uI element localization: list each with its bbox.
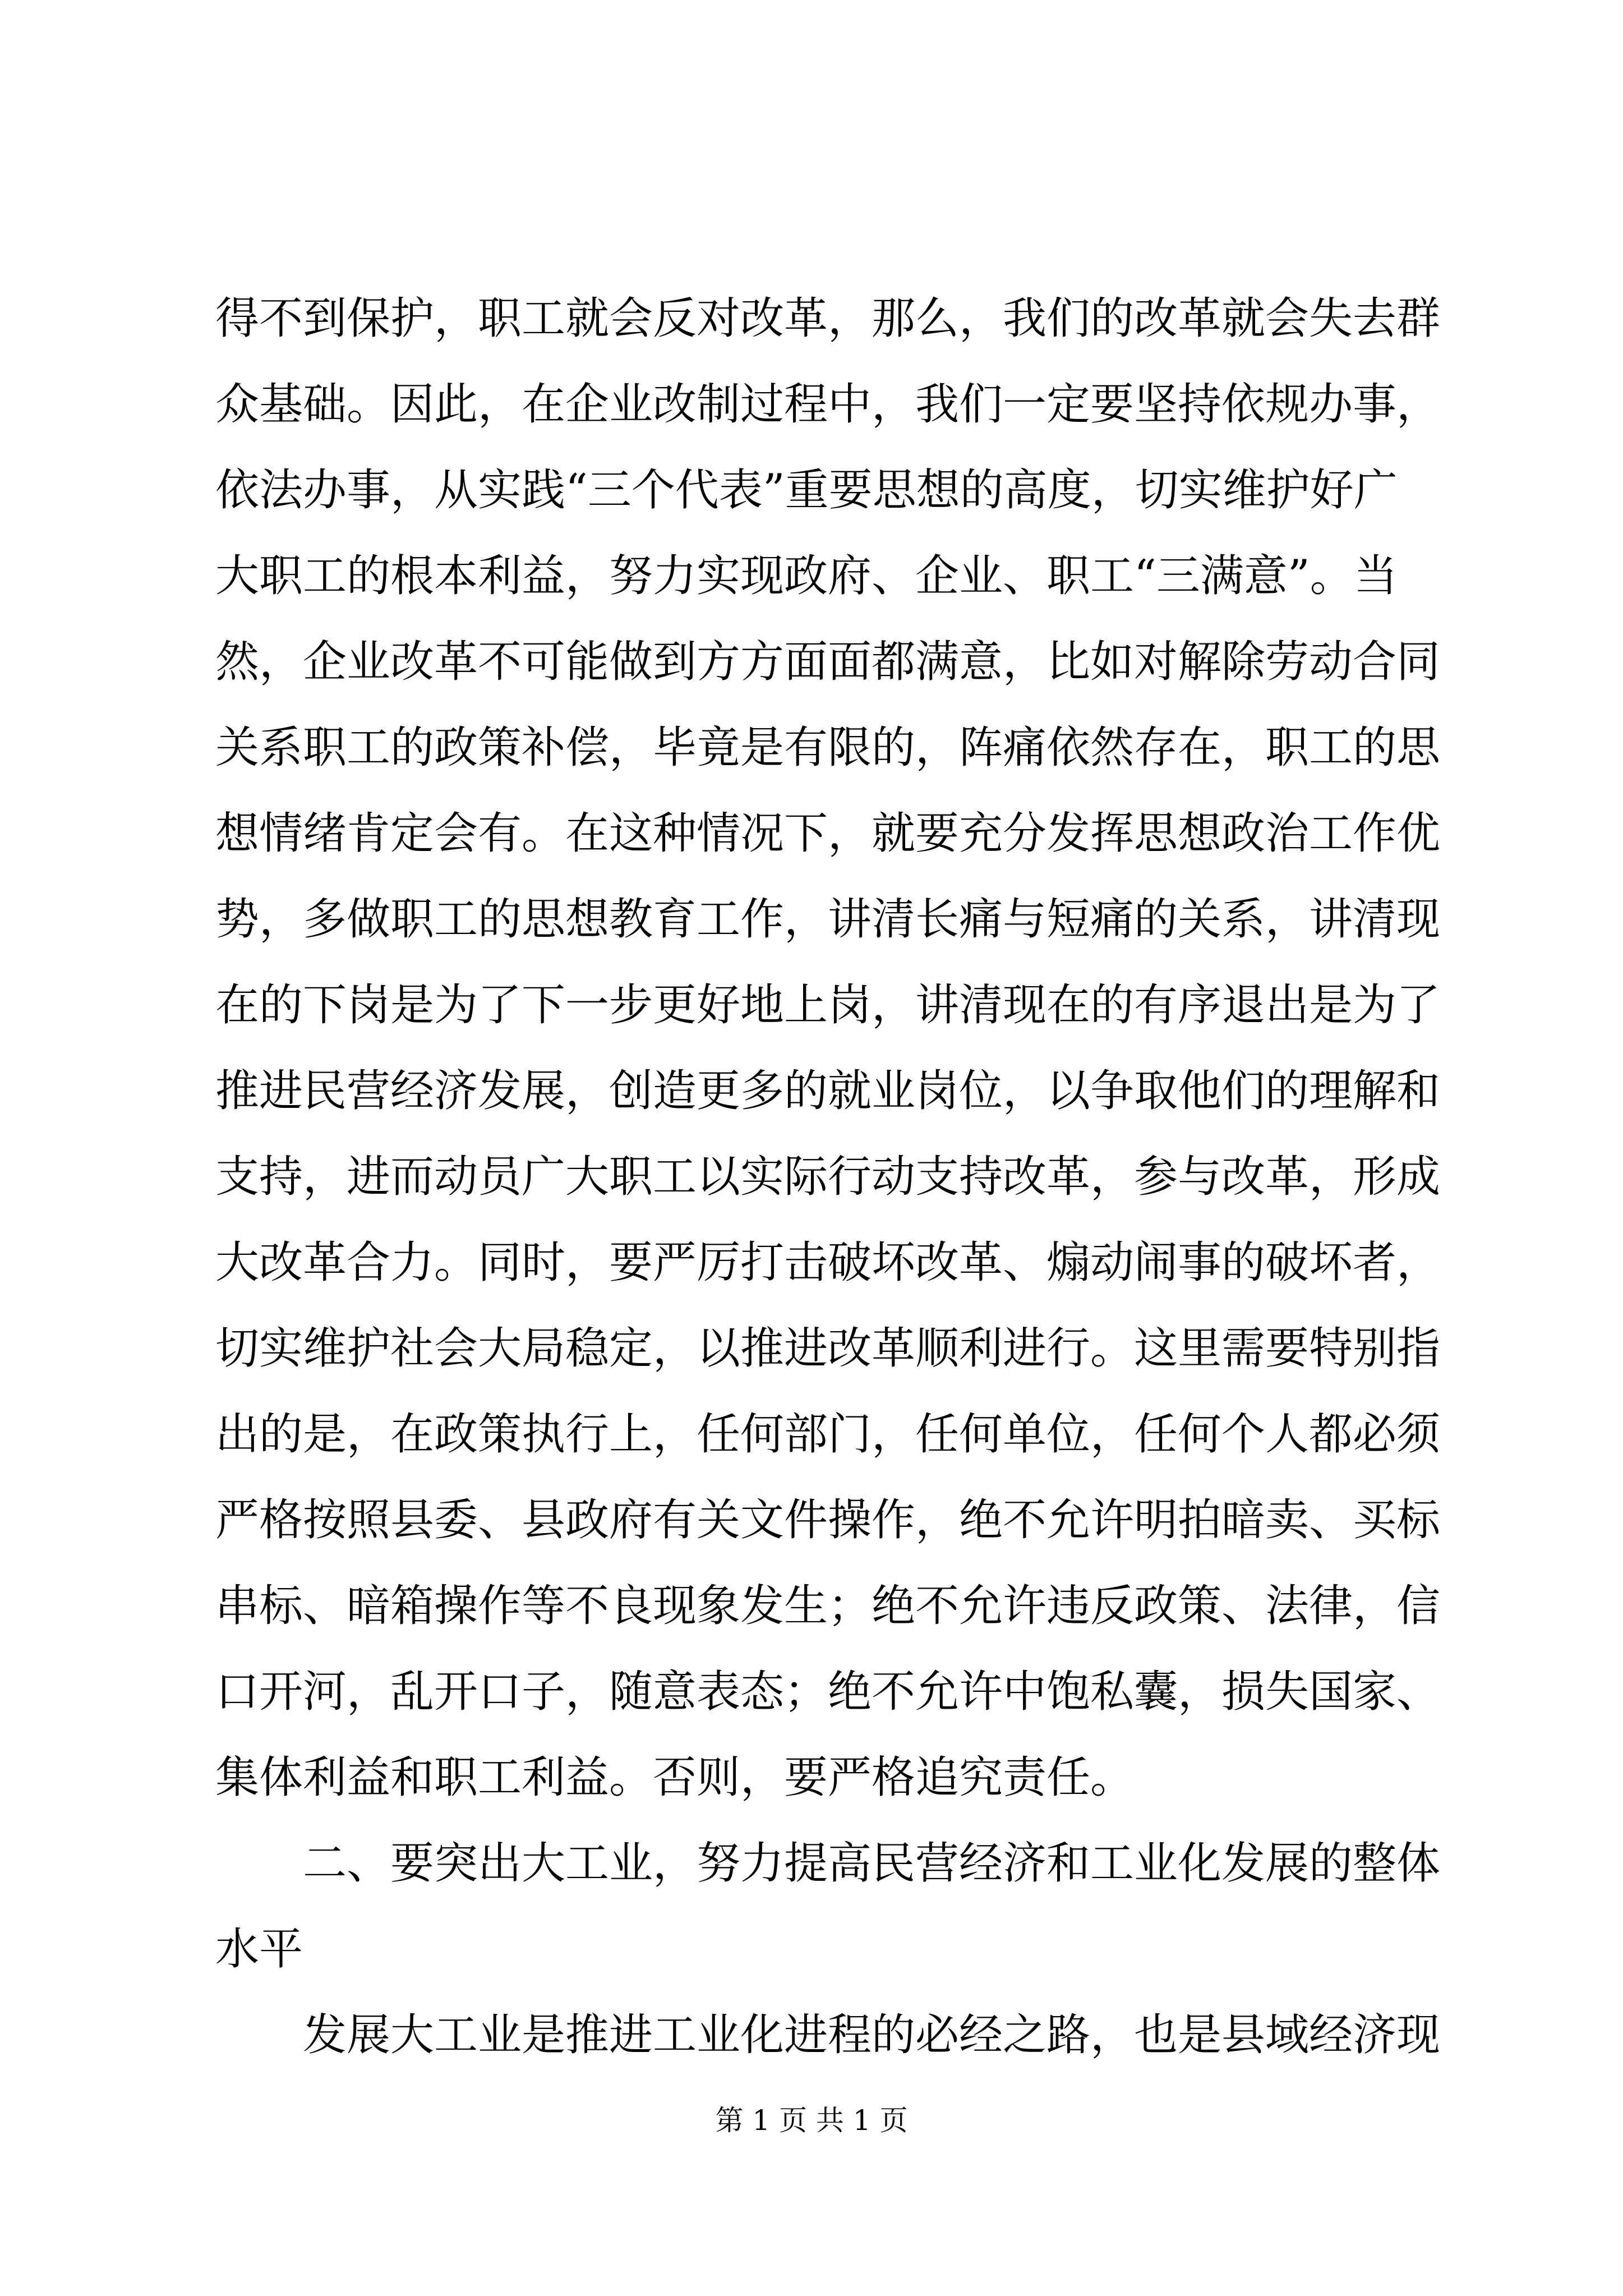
text-line: 关系职工的政策补偿，毕竟是有限的，阵痛依然存在，职工的思	[215, 723, 1441, 773]
text-line: 然，企业改革不可能做到方方面面都满意，比如对解除劳动合同	[215, 637, 1441, 687]
section-heading: 二、要突出大工业，努力提高民营经济和工业化发展的整体	[303, 1838, 1441, 1889]
text-line: 支持，进而动员广大职工以实际行动支持改革，参与改革，形成	[215, 1152, 1441, 1202]
text-line: 势，多做职工的思想教育工作，讲清长痛与短痛的关系，讲清现	[215, 894, 1441, 945]
text-line: 集体利益和职工利益。否则，要严格追究责任。	[215, 1752, 1135, 1803]
paragraph-start: 发展大工业是推进工业化进程的必经之路，也是县域经济现	[303, 2010, 1441, 2060]
text-line: 串标、暗箱操作等不良现象发生；绝不允许违反政策、法律，信	[215, 1581, 1441, 1631]
text-line: 依法办事，从实践“三个代表”重要思想的高度，切实维护好广	[215, 465, 1398, 516]
text-line: 大职工的根本利益，努力实现政府、企业、职工“三满意”。当	[215, 551, 1398, 601]
page-footer: 第 1 页 共 1 页	[715, 2104, 908, 2137]
text-line: 得不到保护，职工就会反对改革，那么，我们的改革就会失去群	[215, 293, 1441, 344]
section-heading-continued: 水平	[215, 1924, 303, 1975]
text-line: 在的下岗是为了下一步更好地上岗，讲清现在的有序退出是为了	[215, 980, 1441, 1030]
text-line: 严格按照县委、县政府有关文件操作，绝不允许明拍暗卖、买标	[215, 1495, 1441, 1545]
text-line: 想情绪肯定会有。在这种情况下，就要充分发挥思想政治工作优	[215, 808, 1441, 859]
text-line: 切实维护社会大局稳定，以推进改革顺利进行。这里需要特别指	[215, 1323, 1441, 1374]
text-line: 众基础。因此，在企业改制过程中，我们一定要坚持依规办事，	[215, 379, 1441, 430]
text-line: 出的是，在政策执行上，任何部门，任何单位，任何个人都必须	[215, 1409, 1441, 1460]
text-line: 口开河，乱开口子，随意表态；绝不允许中饱私囊，损失国家、	[215, 1667, 1441, 1717]
text-line: 大改革合力。同时，要严厉打击破坏改革、煽动闹事的破坏者，	[215, 1237, 1441, 1288]
text-line: 推进民营经济发展，创造更多的就业岗位，以争取他们的理解和	[215, 1066, 1441, 1116]
